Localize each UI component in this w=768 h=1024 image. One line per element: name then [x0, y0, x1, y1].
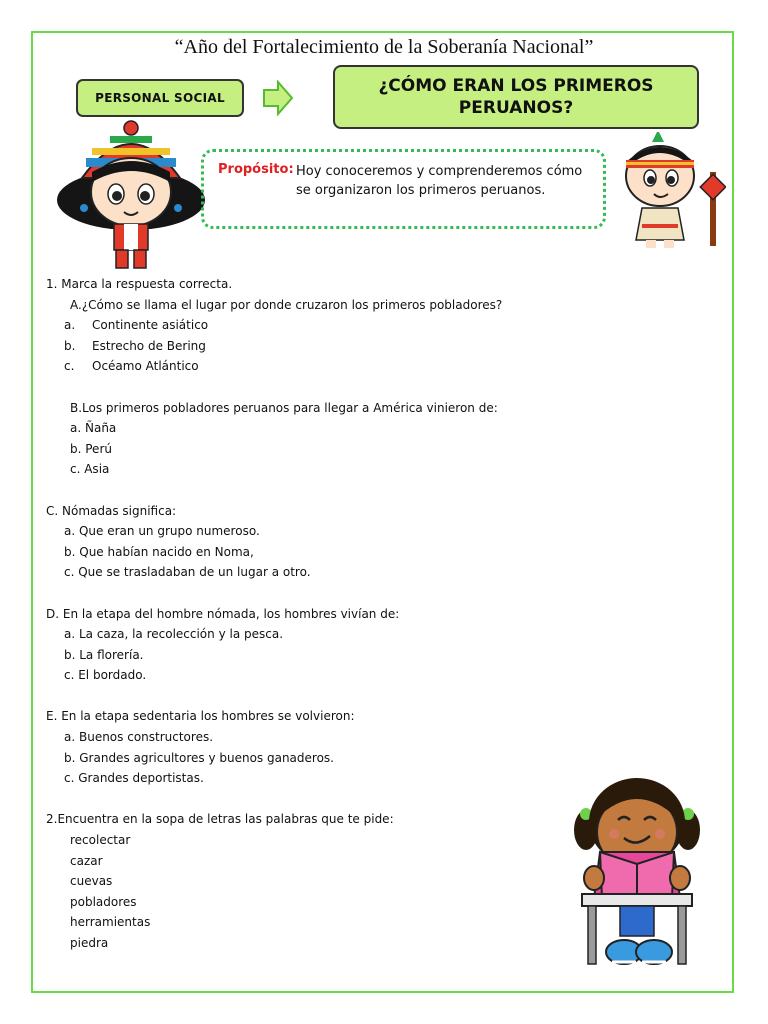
- question-d-option-b: b. La florería.: [64, 647, 144, 662]
- option-text: Océamo Atlántico: [92, 359, 199, 374]
- worksheet-body: [46, 274, 566, 954]
- option-text: Continente asiático: [92, 318, 209, 333]
- word-item: cuevas: [70, 874, 113, 889]
- question-c-option-c: c. Que se trasladaban de un lugar a otro.: [64, 565, 311, 580]
- question-a-option-c: [46, 356, 566, 377]
- question-1-title: 1. Marca la respuesta correcta.: [46, 277, 233, 291]
- purpose-box: [201, 149, 606, 229]
- option-letter: b.: [64, 338, 76, 353]
- question-d: D. En la etapa del hombre nómada, los hombres vivían de:: [46, 606, 400, 621]
- question-2-title: 2.Encuentra en la sopa de letras las palabras que te pide:: [46, 812, 394, 827]
- right-arrow-icon: [262, 80, 294, 116]
- question-b-option-c: c. Asia: [70, 462, 110, 477]
- subject-label: [76, 79, 244, 117]
- andean-boy-illustration: [612, 132, 726, 248]
- question-b-option-b: b. Perú: [70, 441, 112, 456]
- title-text: ¿CÓMO ERAN LOS PRIMEROS PERUANOS?: [378, 76, 654, 118]
- option-letter: a.: [64, 318, 76, 333]
- word-item: cazar: [70, 853, 103, 868]
- word-item: recolectar: [70, 833, 131, 848]
- purpose-label: Propósito:: [218, 162, 294, 177]
- question-d-option-a: a. La caza, la recolección y la pesca.: [64, 627, 284, 642]
- question-a: A.¿Cómo se llama el lugar por donde cruzaron los primeros pobladores?: [70, 297, 503, 312]
- andean-girl-illustration: [52, 120, 210, 272]
- question-c-option-a: a. Que eran un grupo numeroso.: [64, 524, 260, 539]
- subject-text: PERSONAL SOCIAL: [95, 91, 225, 105]
- word-item: pobladores: [70, 894, 137, 909]
- option-letter: c.: [64, 359, 75, 374]
- question-e-option-a: a. Buenos constructores.: [64, 730, 214, 745]
- word-item: herramientas: [70, 915, 151, 930]
- question-d-option-c: c. El bordado.: [64, 668, 147, 683]
- question-b-option-a: a. Ñaña: [70, 421, 117, 436]
- question-c-option-b: b. Que habían nacido en Noma,: [64, 544, 254, 559]
- question-a-option-a: [46, 315, 566, 336]
- question-e-option-c: c. Grandes deportistas.: [64, 771, 204, 786]
- question-b: B.Los primeros pobladores peruanos para llegar a América vinieron de:: [70, 400, 498, 415]
- option-text: Estrecho de Bering: [92, 338, 206, 353]
- purpose-text: Hoy conoceremos y comprenderemos cómo se organizaron los primeros peruanos.: [296, 164, 583, 198]
- word-item: piedra: [70, 936, 109, 950]
- question-e: E. En la etapa sedentaria los hombres se volvieron:: [46, 709, 355, 724]
- question-a-option-b: [46, 336, 566, 357]
- national-motto: “Año del Fortalecimiento de la Soberanía Nacional”: [174, 36, 594, 58]
- question-c: C. Nómadas significa:: [46, 503, 177, 518]
- reading-girl-illustration: [572, 770, 702, 975]
- question-e-option-b: b. Grandes agricultores y buenos ganaderos.: [64, 750, 334, 765]
- page-title: [333, 65, 699, 129]
